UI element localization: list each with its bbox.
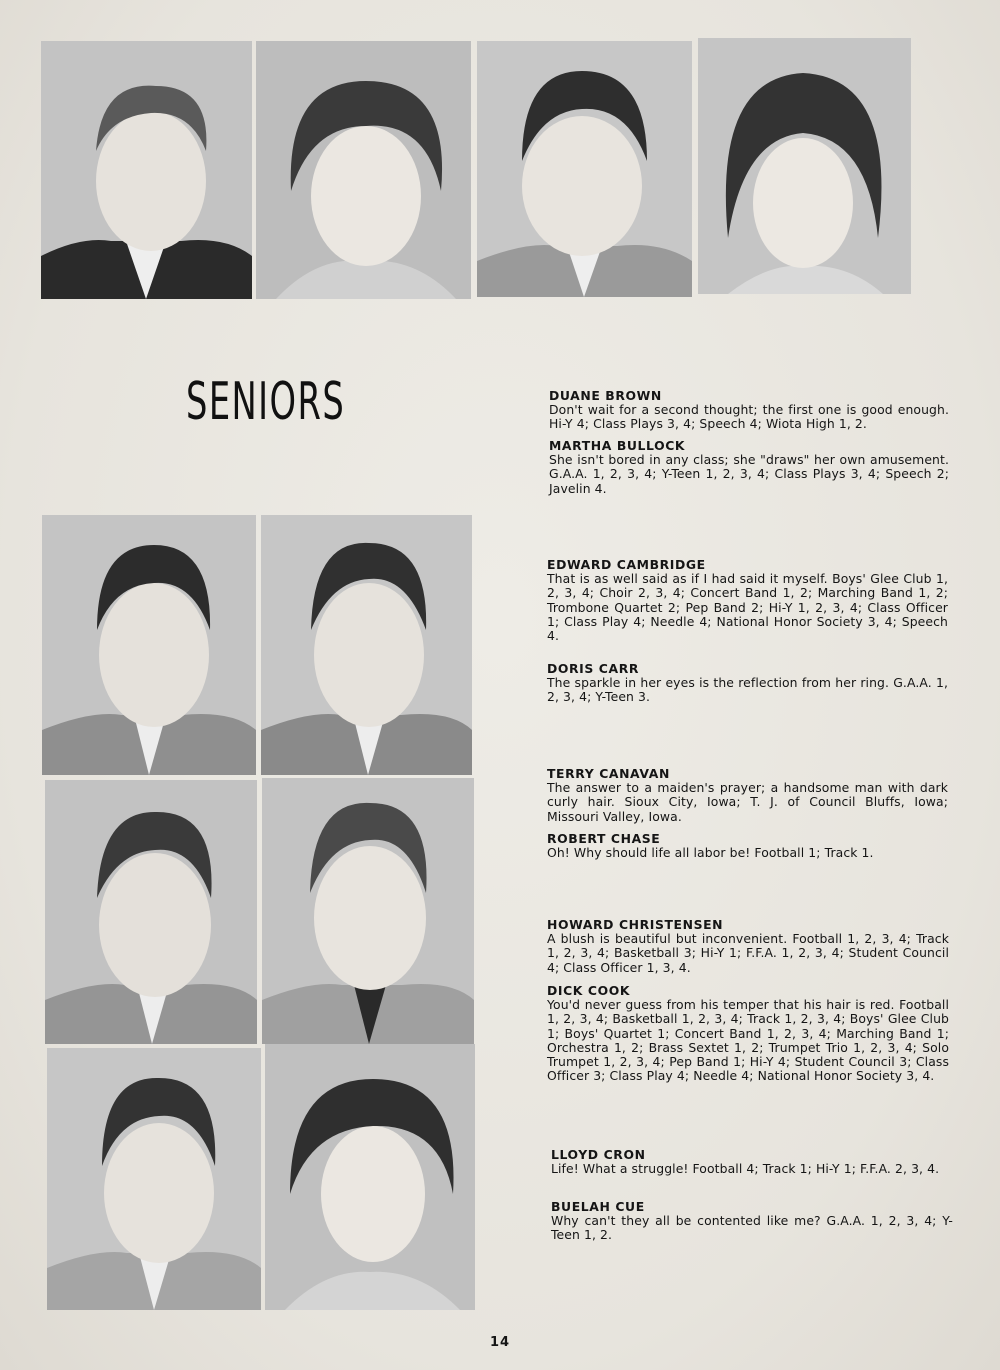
senior-entry xyxy=(551,1200,953,1243)
senior-description: That is as well said as if I had said it myself. Boys' Glee Club 1, 2, 3, 4; Choir 2, 3, 4; Concert Band 1, 2; Marching Band 1, 2; Trombone Quartet 2; Pep Band 2; Hi-Y 1, 2, 3, 4; Class Officer 1; Class Play 4; Needle 4; National Honor Society 3, 4; Speech 4. xyxy=(547,571,948,644)
senior-name: EDWARD CAMBRIDGE xyxy=(547,557,706,572)
portrait-photo xyxy=(262,778,474,1044)
senior-entry xyxy=(547,918,949,975)
senior-description: Life! What a struggle! Football 4; Track 1; Hi-Y 1; F.F.A. 2, 3, 4. xyxy=(551,1161,940,1177)
senior-name: DORIS CARR xyxy=(547,661,639,676)
senior-name: ROBERT CHASE xyxy=(547,831,661,846)
portrait-photo xyxy=(477,41,692,297)
senior-name: HOWARD CHRISTENSEN xyxy=(547,917,724,932)
senior-entry xyxy=(547,984,949,1083)
senior-entry xyxy=(549,389,949,432)
senior-name: TERRY CANAVAN xyxy=(547,766,670,781)
senior-description: The answer to a maiden's prayer; a handsome man with dark curly hair. Sioux City, Iowa; T. J. of Council Bluffs, Iowa; Missouri Valley, Iowa. xyxy=(547,780,948,824)
senior-entry xyxy=(547,662,948,705)
senior-description: You'd never guess from his temper that his hair is red. Football 1, 2, 3, 4; Basketball 1, 2, 3, 4; Track 1, 2, 3, 4; Boys' Glee Club 1; Boys' Quartet 1; Concert Band 1, 2, 3, 4; Marching Band 1; Orchestra 1, 2; Brass Sextet 1, 2; Trumpet Trio 1, 2, 3, 4; Solo Trumpet 1, 2, 3, 4; Pep Band 1; Hi-Y 4; Student Council 3; Class Officer 3; Class Play 4; Needle 4; National Honor Society 3, 4. xyxy=(547,997,949,1084)
senior-name: BUELAH CUE xyxy=(551,1199,645,1214)
senior-entry xyxy=(549,439,949,496)
page-number: 14 xyxy=(490,1335,511,1350)
portrait-photo xyxy=(265,1044,475,1310)
senior-description: Don't wait for a second thought; the first one is good enough. Hi-Y 4; Class Plays 3, 4; Speech 4; Wiota High 1, 2. xyxy=(549,402,949,432)
senior-description: A blush is beautiful but inconvenient. Football 1, 2, 3, 4; Track 1, 2, 3, 4; Basketball 3; Hi-Y 1; F.F.A. 1, 2, 3, 4; Student Council 4; Class Officer 1, 3, 4. xyxy=(547,931,949,975)
senior-name: DICK COOK xyxy=(547,983,631,998)
senior-description: The sparkle in her eyes is the reflection from her ring. G.A.A. 1, 2, 3, 4; Y-Teen 3. xyxy=(547,675,948,705)
senior-entry xyxy=(551,1148,953,1176)
senior-entry xyxy=(547,832,948,860)
senior-entry xyxy=(547,767,948,824)
senior-entry xyxy=(547,558,948,643)
portrait-photo xyxy=(42,515,256,775)
senior-name: MARTHA BULLOCK xyxy=(549,438,686,453)
senior-name: DUANE BROWN xyxy=(549,388,662,403)
section-title: SENIORS xyxy=(186,372,346,432)
senior-description: She isn't bored in any class; she "draws" her own amusement. G.A.A. 1, 2, 3, 4; Y-Teen 1, 2, 3, 4; Class Plays 3, 4; Speech 2; Javelin 4. xyxy=(549,452,949,496)
portrait-photo xyxy=(256,41,471,299)
portrait-photo xyxy=(261,515,472,775)
portrait-photo xyxy=(47,1048,261,1310)
portrait-photo xyxy=(698,38,911,294)
portrait-photo xyxy=(41,41,252,299)
portrait-photo xyxy=(45,780,257,1044)
senior-description: Why can't they all be contented like me? G.A.A. 1, 2, 3, 4; Y-Teen 1, 2. xyxy=(551,1213,953,1243)
senior-name: LLOYD CRON xyxy=(551,1147,646,1162)
senior-description: Oh! Why should life all labor be! Football 1; Track 1. xyxy=(547,845,874,861)
